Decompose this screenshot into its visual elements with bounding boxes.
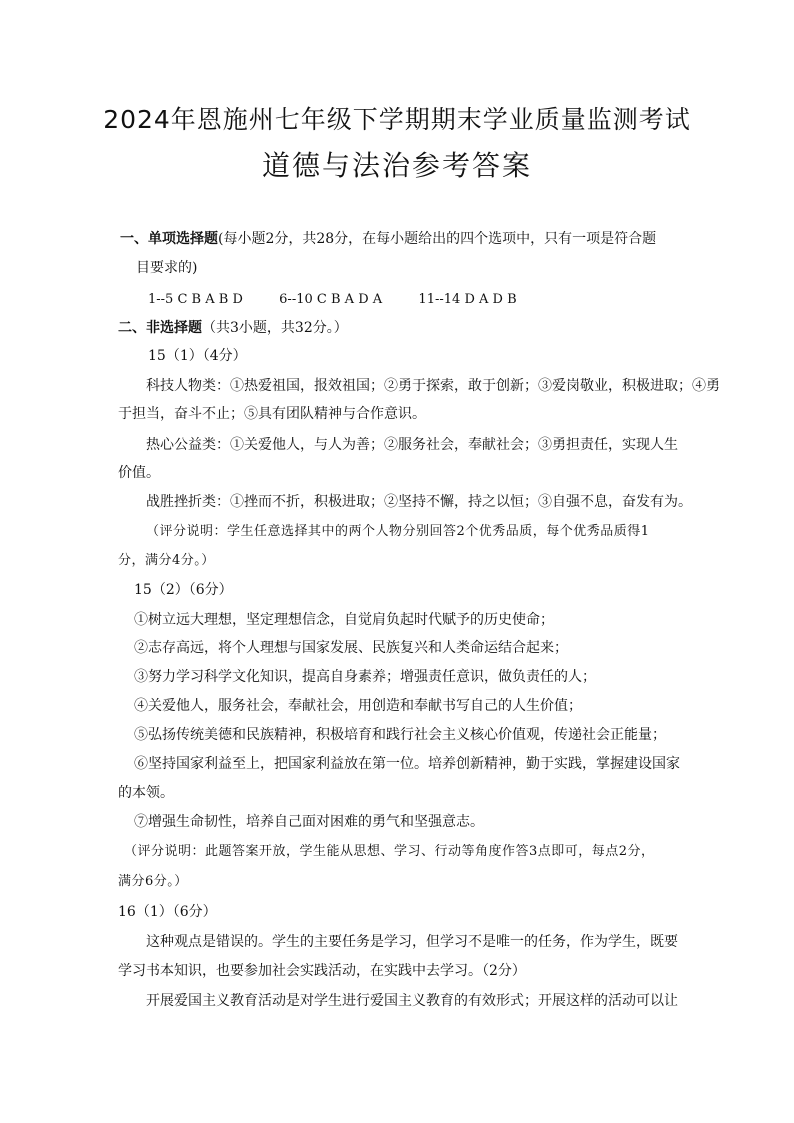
q16-1-line3: 开展爱国主义教育活动是对学生进行爱国主义教育的有效形式；开展这样的活动可以让 [146,993,678,1009]
q15-2-point: ⑥坚持国家利益至上，把国家利益放在第一位。培养创新精神，勤于实践，掌握建设国家 [134,756,680,772]
section1-heading: 一、单项选择题 [120,231,218,247]
q15-1-note-line1: （评分说明：学生任意选择其中的两个人物分别回答2个优秀品质，每个优秀品质得1 [146,524,650,539]
mc-range-2: 6--10 [279,292,313,307]
q15-2-point: ⑤弘扬传统美德和民族精神，积极培育和践行社会主义核心价值观，传递社会正能量； [134,727,666,743]
section2-heading: 二、非选择题 [118,320,202,336]
q15-1-note-line2: 分，满分4分。） [118,553,215,568]
q15-2-point: ③努力学习科学文化知识，提高自身素养；增强责任意识，做负责任的人； [134,669,596,685]
q15-2-note-line1: （评分说明：此题答案开放，学生能从思想、学习、行动等角度作答3点即可，每点2分， [124,844,655,859]
exam-title: 2024年恩施州七年级下学期期末学业质量监测考试 [103,105,691,134]
q15-2-point: ④关爱他人，服务社会，奉献社会，用创造和奉献书写自己的人生价值； [134,698,582,714]
section2-line [118,318,348,338]
q15-2-point-continued: 的本领。 [118,785,174,801]
section1-desc-line1: (每小题2分，共28分，在每小题给出的四个选项中，只有一项是符合题 [218,231,657,247]
q15-2-label: 15（2）（6分） [134,582,233,598]
mc-letters-3: D A D B [464,292,517,307]
q15-2-point: ②志存高远，将个人理想与国家发展、民族复兴和人类命运结合起来； [134,640,568,656]
section1-line [120,229,656,249]
section1-desc-line2: 目要求的) [136,260,198,276]
q16-1-line2: 学习书本知识，也要参加社会实践活动，在实践中去学习。（2分） [118,963,526,979]
q15-1-welfare-line1: 热心公益类：①关爱他人，与人为善；②服务社会，奉献社会；③勇担责任，实现人生 [146,437,678,453]
q15-1-setback-line1: 战胜挫折类：①挫而不折，积极进取；②坚持不懈，持之以恒；③自强不息，奋发有为。 [146,494,692,510]
q16-1-line1: 这种观点是错误的。学生的主要任务是学习，但学习不是唯一的任务，作为学生，既要 [146,934,678,950]
q15-1-tech-line1: 科技人物类：①热爱祖国，报效祖国；②勇于探索，敢于创新；③爱岗敬业，积极进取；④勇 [146,378,720,394]
mc-letters-1: C B A B D [177,292,243,307]
q15-2-note-line2: 满分6分。） [118,874,188,889]
q15-1-label: 15（1）（4分） [148,348,247,364]
q15-2-point: ①树立远大理想，坚定理想信念，自觉肩负起时代赋予的历史使命； [134,612,554,628]
mc-range-3: 11--14 [418,292,461,307]
mc-range-1: 1--5 [148,292,174,307]
section2-desc: （共3小题，共32分。） [202,320,348,336]
q15-2-point: ⑦增强生命韧性，培养自己面对困难的勇气和坚强意志。 [134,814,484,830]
mc-letters-2: C B A D A [316,292,383,307]
answer-key-title: 道德与法治参考答案 [261,149,532,182]
q15-1-welfare-line2: 价值。 [118,465,160,481]
mc-answers-row [148,290,517,310]
q15-1-tech-line2: 于担当，奋斗不止；⑤具有团队精神与合作意识。 [118,406,426,422]
q16-1-label: 16（1）（6分） [118,904,217,920]
